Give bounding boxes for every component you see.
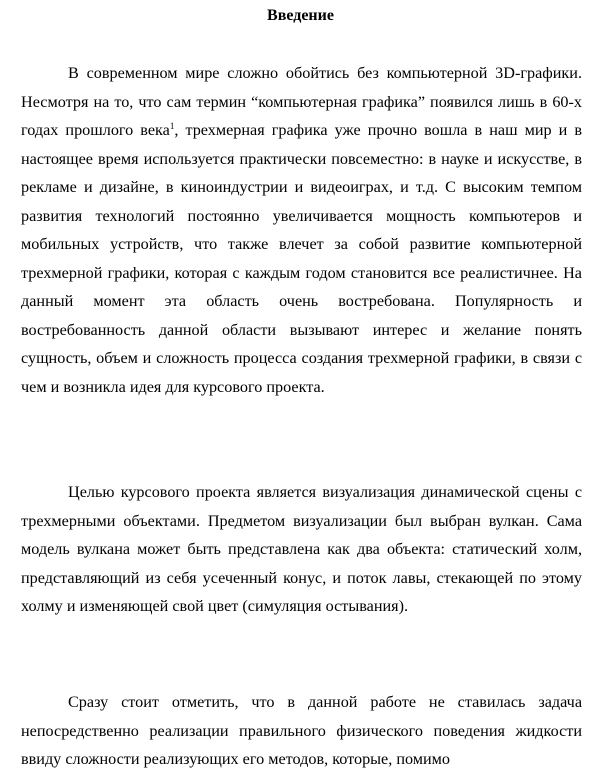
paragraph-goal: Целью курсового проекта является визуализация динамической сцены с трехмерными объектами. Предметом визуализации был выбран вулкан. Сама модель вулкана может быть представлена как два объекта: статический холм, представляющий из себя усеченный конус, и поток лавы, стекающей по этому холму и изменяющей свой цвет (симуляция остывания). <box>21 483 582 615</box>
paragraph-intro-text-end: , трехмерная графика уже прочно вошла в наш мир и в настоящее время используется практически повсеместно: в науке и искусстве, в рекламе и дизайне, в киноиндустрии и видеоиграх, и т.д. С высоким темпом развития технологий постоянно увеличивается мощность компьютеров и мобильных устройств, что также влечет за собой развитие компьютерной трехмерной графики, которая с каждым годом становится все реалистичнее. На данный момент эта область очень востребована. Популярность и востребованность данной области вызывают интерес и желание понять сущность, объем и сложность процесса создания трехмерной графики, в связи с чем и возникла идея для курсового проекта. <box>21 121 582 396</box>
paragraph-intro <box>21 59 582 401</box>
paragraph-note: Сразу стоит отметить, что в данной работе не ставилась задача непосредственно реализации правильного физического поведения жидкости ввиду сложности реализующих его методов, которые, помимо <box>21 693 582 768</box>
footnote-marker[interactable]: 1 <box>169 121 175 131</box>
paragraph-intro-text-start: В современном мире сложно обойтись без компьютерной 3D-графики. Несмотря на то, что сам термин “компьютерная графика” появился лишь в 60-х годах прошлого века <box>21 64 582 139</box>
section-title: Введение <box>267 7 334 24</box>
